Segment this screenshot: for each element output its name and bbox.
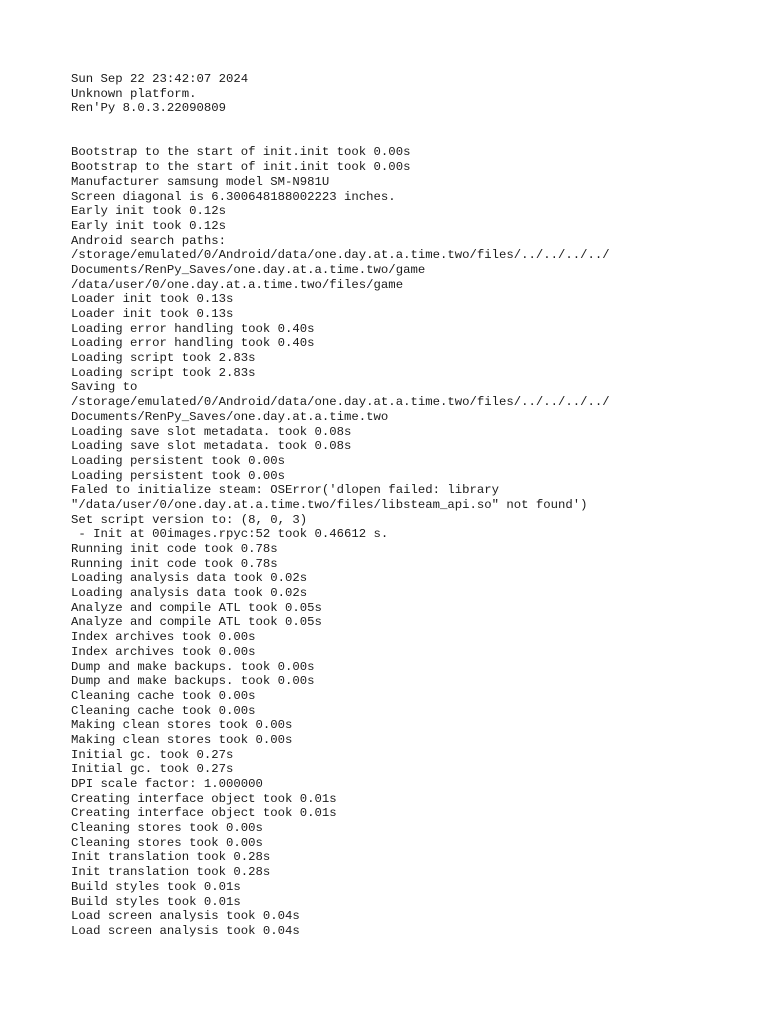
- log-line: Making clean stores took 0.00s: [71, 732, 293, 747]
- log-line: Initial gc. took 0.27s: [71, 747, 234, 762]
- log-line: Index archives took 0.00s: [71, 630, 256, 645]
- log-line: Init translation took 0.28s: [71, 850, 271, 865]
- log-line: Bootstrap to the start of init.init took 0.00s: [71, 160, 411, 175]
- log-line: Loading save slot metadata. took 0.08s: [71, 439, 352, 454]
- log-line: Screen diagonal is 6.300648188002223 inches.: [71, 189, 396, 204]
- log-line: Early init took 0.12s: [71, 218, 226, 233]
- log-line: Cleaning stores took 0.00s: [71, 835, 263, 850]
- log-line: Set script version to: (8, 0, 3): [71, 512, 308, 527]
- log-line: Android search paths:: [71, 233, 226, 248]
- log-line: Initial gc. took 0.27s: [71, 762, 234, 777]
- log-line: Init translation took 0.28s: [71, 865, 271, 880]
- log-text: [71, 72, 610, 939]
- log-line: Documents/RenPy_Saves/one.day.at.a.time.two/game: [71, 262, 426, 277]
- log-line: Loading script took 2.83s: [71, 365, 256, 380]
- log-line: Loading analysis data took 0.02s: [71, 571, 308, 586]
- log-line: Loader init took 0.13s: [71, 307, 234, 322]
- log-body: [71, 145, 610, 938]
- log-line: Dump and make backups. took 0.00s: [71, 674, 315, 689]
- log-line: Index archives took 0.00s: [71, 644, 256, 659]
- log-line: Loading error handling took 0.40s: [71, 336, 315, 351]
- log-timestamp: Sun Sep 22 23:42:07 2024: [71, 72, 249, 86]
- log-line: Creating interface object took 0.01s: [71, 791, 337, 806]
- log-line: Saving to: [71, 380, 138, 395]
- log-line: Loading script took 2.83s: [71, 351, 256, 366]
- log-line: Analyze and compile ATL took 0.05s: [71, 615, 322, 630]
- log-line: Build styles took 0.01s: [71, 879, 241, 894]
- log-line: Early init took 0.12s: [71, 204, 226, 219]
- log-header: [71, 72, 610, 116]
- log-line: Load screen analysis took 0.04s: [71, 909, 300, 924]
- log-line: Cleaning cache took 0.00s: [71, 688, 256, 703]
- log-line: Manufacturer samsung model SM-N981U: [71, 174, 330, 189]
- log-line: Creating interface object took 0.01s: [71, 806, 337, 821]
- log-line: Cleaning cache took 0.00s: [71, 703, 256, 718]
- log-line: Faled to initialize steam: OSError('dlopen failed: library: [71, 483, 500, 498]
- log-platform: Unknown platform.: [71, 86, 197, 101]
- log-line: Bootstrap to the start of init.init took 0.00s: [71, 145, 411, 160]
- log-line: Running init code took 0.78s: [71, 542, 278, 557]
- log-line: Making clean stores took 0.00s: [71, 718, 293, 733]
- log-line: - Init at 00images.rpyc:52 took 0.46612 s.: [71, 527, 389, 542]
- log-line: Cleaning stores took 0.00s: [71, 821, 263, 836]
- log-line: Loader init took 0.13s: [71, 292, 234, 307]
- log-line: Dump and make backups. took 0.00s: [71, 659, 315, 674]
- log-line: Running init code took 0.78s: [71, 556, 278, 571]
- log-line: Loading persistent took 0.00s: [71, 453, 286, 468]
- log-version: Ren'Py 8.0.3.22090809: [71, 101, 226, 116]
- log-line: Documents/RenPy_Saves/one.day.at.a.time.two: [71, 409, 389, 424]
- log-line: Loading error handling took 0.40s: [71, 321, 315, 336]
- log-line: "/data/user/0/one.day.at.a.time.two/files/libsteam_api.so" not found'): [71, 497, 588, 512]
- log-line: /storage/emulated/0/Android/data/one.day.at.a.time.two/files/../../../../: [71, 248, 610, 263]
- log-line: Analyze and compile ATL took 0.05s: [71, 600, 322, 615]
- log-line: Load screen analysis took 0.04s: [71, 923, 300, 938]
- log-line: Loading persistent took 0.00s: [71, 468, 286, 483]
- log-line: DPI scale factor: 1.000000: [71, 777, 263, 792]
- log-line: Build styles took 0.01s: [71, 894, 241, 909]
- log-line: Loading analysis data took 0.02s: [71, 586, 308, 601]
- log-line: Loading save slot metadata. took 0.08s: [71, 424, 352, 439]
- log-line: /data/user/0/one.day.at.a.time.two/files/game: [71, 277, 404, 292]
- log-line: /storage/emulated/0/Android/data/one.day.at.a.time.two/files/../../../../: [71, 395, 610, 410]
